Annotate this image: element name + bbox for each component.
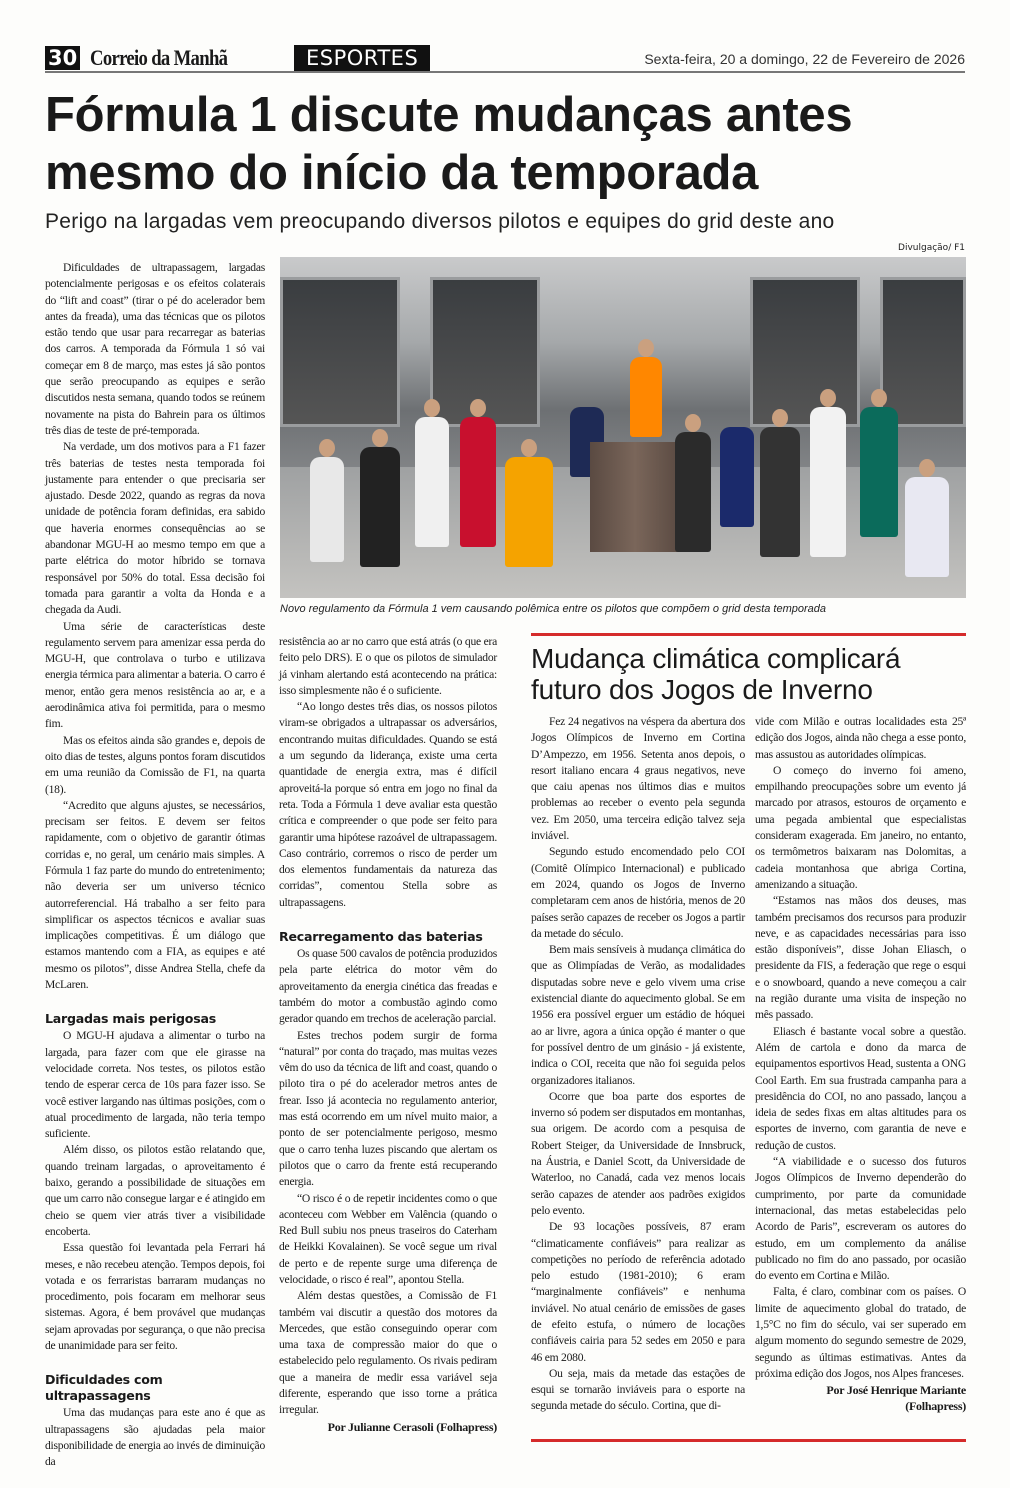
- photo-credit: Divulgação/ F1: [898, 243, 965, 253]
- article2-top-rule: [531, 633, 966, 636]
- article1-column1: [45, 260, 265, 1470]
- paragraph: Estes trechos podem surgir de forma “natural” por conta do traçado, mas muitas vezes vêm do uso da técnica de lift and coast, quando o piloto tira o pé do acelerador metros antes de frear. Isso já acontecia no regulamento anterior, mas está ocorrendo em um nível muito maior, a ponto de ser potencialmente perigoso, mesmo que o carro tenha luzes piscando que alertam os pilotos que o carro da frente está recuperando energia.: [279, 1028, 497, 1189]
- byline: Por José Henrique Mariante: [826, 1383, 966, 1398]
- paragraph: Falta, é claro, combinar com os países. O limite de aquecimento global do tratado, de 1,5°C no fim do século, vai ser superado em algum momento do segundo semestre de 2029, segundo as últimas estimativas. Antes da próxima edição dos Jogos, nos Alpes franceses.: [755, 1285, 966, 1380]
- paragraph: Mas os efeitos ainda são grandes e, depois de oito dias de testes, alguns pontos foram discutidos em uma reunião da Comissão de F1, na quarta (18).: [45, 733, 265, 796]
- paragraph: “Acredito que alguns ajustes, se necessários, precisam ser feitos. E devem ser feitos rapidamente, com o objetivo de garantir ótimas corridas e, no geral, um cenário mais simples. A Fórmula 1 faz parte do mundo do entretenimento; não deveria ser um universo técnico autorreferencial. Há trabalho a ser feito para simplificar os aspectos técnicos e avaliar suas implicações competitivas. É um diálogo que estamos mantendo com a FIA, as equipes e até mesmo os pilotos”, disse Andrea Stella, chefe da McLaren.: [45, 798, 265, 992]
- paragraph: Os quase 500 cavalos de potência produzidos pela parte elétrica do motor vêm do aproveitamento da energia cinética das freadas e também do motor a combustão agindo como gerador quando em trechos de aceleração parcial.: [279, 947, 497, 1026]
- paragraph: Fez 24 negativos na véspera da abertura dos Jogos Olímpicos de Inverno em Cortina D’Ampezzo, em 1956. Setenta anos depois, o resort italiano encara 4 graus negativos, neve que caiu apenas nos últimos dias e muitos problemas ao receber o evento pela segunda vez. Em 2050, uma terceira edição talvez seja inviável.: [531, 715, 745, 843]
- subheading: Dificuldades com ultrapassagens: [45, 1372, 163, 1404]
- paragraph: “A viabilidade e o sucesso dos futuros Jogos Olímpicos de Inverno dependerão do cumprimento, por parte da comunidade internacional, das metas estabelecidas pelo Acordo de Paris”, escreveram os autores do estudo, em um complemento da análise publicado no fim do ano passado, por ocasião do evento em Cortina e Milão.: [755, 1155, 966, 1283]
- article2-headline: Mudança climática complicará futuro dos Jogos de Inverno: [531, 643, 901, 705]
- paragraph: Essa questão foi levantada pela Ferrari há meses, e não recebeu atenção. Tempos depois, foi votada e os ferraristas barraram mudanças no procedimento, pois focaram em melhorar seus sistemas. Agora, é bem provável que mudanças sejam aprovadas por segurança, o que não precisa de unanimidade para ser feito.: [45, 1241, 265, 1352]
- article2-bottom-rule: [531, 1439, 966, 1442]
- paragraph: Na verdade, um dos motivos para a F1 fazer três baterias de testes nesta temporada foi justamente para entender o que precisaria ser ajustado. Desde 2022, quando as regras da nova unidade de potência foram definidas, era sabido que haveria enormes consequências ao se abandonar MGU-H ao mesmo tempo em que a parte elétrica do motor híbrido se tornava responsável por 50% do total. Essa decisão foi tomada para garantir a volta da Honda e a chegada da Audi.: [45, 440, 265, 617]
- subheading: Largadas mais perigosas: [45, 1011, 216, 1027]
- team-photo: [280, 257, 966, 598]
- subheading: Recarregamento das baterias: [279, 929, 483, 945]
- paragraph: Além destas questões, a Comissão de F1 também vai discutir a questão dos motores da Mercedes, que estão conseguindo operar com uma taxa de compressão maior do que o estabelecido pelo regulamento. Os rivais pediram que a maneira de medir essa variável seja diferente, esperando que isso torne a prática irregular.: [279, 1289, 497, 1417]
- article-subtitle: Perigo na largadas vem preocupando diversos pilotos e equipes do grid deste ano: [45, 210, 835, 233]
- article-headline: Fórmula 1 discute mudanças antes mesmo do início da temporada: [45, 88, 853, 200]
- paragraph: Uma das mudanças para este ano é que as ultrapassagens são ajudadas pela maior disponibilidade de energia ao invés de diminuição da: [45, 1406, 265, 1469]
- newspaper-logo: Correio da Manhã: [90, 45, 228, 70]
- photo-caption: Novo regulamento da Fórmula 1 vem causando polêmica entre os pilotos que compõem o grid desta temporada: [280, 603, 827, 615]
- paragraph: Ou seja, mais da metade das estações de esqui se tornarão inviáveis para o esporte na segunda metade do século. Cortina, que di-: [531, 1366, 745, 1413]
- header-divider: [45, 71, 965, 73]
- page-number: 30: [45, 46, 80, 70]
- issue-date: Sexta-feira, 20 a domingo, 22 de Fevereiro de 2026: [644, 51, 965, 67]
- paragraph: De 93 locações possíveis, 87 eram “climaticamente confiáveis” para realizar as competições no período de referência adotado pelo estudo (1981-2010); 6 eram “marginalmente confiáveis” e nenhuma inviável. No atual cenário de emissões de gases de efeito estufa, o número de locações confiáveis cairia para 52 sedes em 2050 e para 46 em 2080.: [531, 1220, 745, 1364]
- paragraph: “Estamos nas mãos dos deuses, mas também precisamos dos recursos para produzir neve, e as capacidades necessárias para isso estão disponíveis”, disse Johan Eliasch, o presidente da FIS, a federação que rege o esqui e o snowboard, quando a neve começou a cair na região durante uma visita de inspeção no mês passado.: [755, 894, 966, 1022]
- section-label: ESPORTES: [294, 45, 430, 71]
- paragraph: Ocorre que boa parte dos esportes de inverno só podem ser disputados em montanhas, sua origem. De acordo com a pesquisa de Robert Steiger, da Universidade de Innsbruck, na Áustria, e Daniel Scott, da Universidade de Waterloo, no Canadá, cada vez menos locais serão capazes de atender aos padrões exigidos pelo evento.: [531, 1089, 745, 1217]
- article2-column1: [531, 714, 745, 1415]
- paragraph: “Ao longo destes três dias, os nossos pilotos viram-se obrigados a ultrapassar os adversários, encontrando muitas dificuldades. Quando se está a um segundo da liderança, existe uma certa quantidade de energia extra, mas é difícil aproveitá-la porque só entra em jogo no final da reta. Toda a Fórmula 1 deve avaliar esta questão crítica e compreender o que pode ser feito para garantir uma hipótese razoável de ultrapassagem. Caso contrário, corremos o risco de perder um dos elementos fundamentais da natureza das corridas”, comentou Stella sobre as ultrapassagens.: [279, 700, 497, 909]
- paragraph: Dificuldades de ultrapassagem, largadas potencialmente perigosas e os efeitos colaterais do “lift and coast” (tirar o pé do acelerador bem antes da freada), uma das técnicas que os pilotos estão tendo que usar para recarregar as baterias dos carros. A temporada da Fórmula 1 só vai começar em 8 de março, mas estes já são pontos que serão preocupando as equipes e serão discutidos nesta semana, quando todos se reúnem novamente na pista do Bahrein para os últimos três dias de teste de pré-temporada.: [45, 261, 265, 437]
- paragraph: O MGU-H ajudava a alimentar o turbo na largada, para fazer com que ele girasse na velocidade correta. Nos testes, os pilotos estão tendo de esperar cerca de 10s para fazer isso. Se você estiver largando nas últimas posições, com o atual procedimento de largada, não teria tempo suficiente.: [45, 1029, 265, 1141]
- article2-column2: [755, 714, 966, 1415]
- paragraph: vide com Milão e outras localidades esta 25ª edição dos Jogos, ainda não chega a esse ponto, mas assustou as autoridades olímpicas.: [755, 715, 966, 761]
- paragraph: Uma série de características deste regulamento servem para amenizar essa perda do MGU-H, que controlava o turbo e utilizava energia térmica para alimentar a bateria. O carro é menor, então gera menos resistência ao ar, e a aerodinâmica ativa foi permitida, para o mesmo fim.: [45, 619, 265, 731]
- byline-agency: (Folhapress): [905, 1399, 966, 1414]
- paragraph: Eliasch é bastante vocal sobre a questão. Além de cartola e dono da marca de equipamentos esportivos Head, sustenta a ONG Cool Earth. Em sua frustrada campanha para a presidência do COI, no ano passado, lançou a ideia de sedes fixas em altas altitudes para os esportes de inverno, com garantia de neve e redução de custos.: [755, 1024, 966, 1152]
- paragraph: “O risco é o de repetir incidentes como o que aconteceu com Webber em Valência (quando o Red Bull subiu nos pneus traseiros do Caterham de Heikki Kovalainen). Se você segue um rival de perto e de repente surge uma diferença de velocidade, o risco é real”, apontou Stella.: [279, 1191, 497, 1286]
- paragraph: Bem mais sensíveis à mudança climática do que as Olimpíadas de Verão, as modalidades disputadas sobre neve e gelo vivem uma crise existencial diante do aquecimento global. Se em 1956 era possível erguer um estádio de hóquei ao ar livre, agora a única opção é manter o que for possível dentro de um ginásio - já existente, indica o COI, receita que não foi seguida pelos organizadores italianos.: [531, 943, 745, 1087]
- paragraph: O começo do inverno foi ameno, empilhando preocupações sobre um evento já marcado por atrasos, estouros de orçamento e uma pegada ambiental que especialistas consideram exagerada. Em janeiro, no entanto, os termômetros baixaram nas Dolomitas, a cadeia montanhosa que abriga Cortina, amenizando a situação.: [755, 763, 966, 891]
- byline: Por Julianne Cerasoli (Folhapress): [327, 1419, 497, 1434]
- paragraph: Além disso, os pilotos estão relatando que, quando treinam largadas, o aproveitamento é baixo, gerando a possibilidade de situações em que um carro não consegue largar e é atingido em cheio se quem vier atrás tiver a visibilidade encoberta.: [45, 1143, 265, 1238]
- paragraph: Segundo estudo encomendado pelo COI (Comitê Olímpico Internacional) e publicado em 2024, quando os Jogos de Inverno completaram cem anos de história, menos de 20 países serão capazes de receber os Jogos a partir da metade do século.: [531, 845, 745, 940]
- paragraph: resistência ao ar no carro que está atrás (o que era feito pelo DRS). E o que os pilotos de simulador já vinham alertando está acontecendo na prática: isso simplesmente não é o suficiente.: [279, 635, 497, 697]
- article1-column2: [279, 634, 497, 1435]
